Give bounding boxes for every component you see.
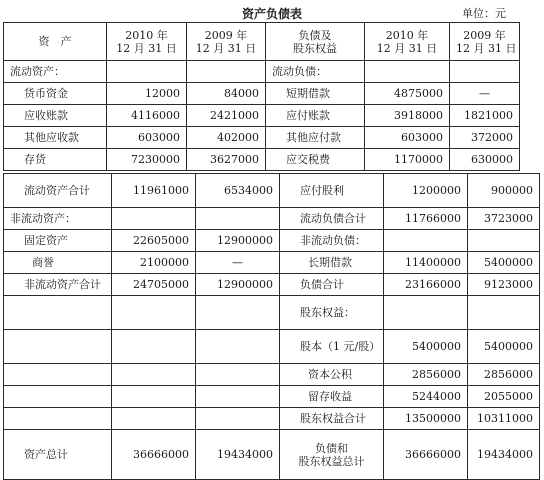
liability-2009: 9123000 xyxy=(468,274,540,296)
liability-2010: 4875000 xyxy=(365,83,450,105)
asset-2010: 11961000 xyxy=(112,174,196,208)
balance-sheet-top-table xyxy=(3,22,520,171)
asset-label xyxy=(4,296,112,330)
asset-2009: 6534000 xyxy=(196,174,280,208)
liability-label: 非流动负债： xyxy=(280,230,384,252)
liability-2010: 5400000 xyxy=(384,330,468,364)
liability-label: 应交税费 xyxy=(266,149,365,171)
asset-2010: 22605000 xyxy=(112,230,196,252)
liability-label: 股本（1 元/股） xyxy=(280,330,384,364)
asset-2009: 84000 xyxy=(187,83,266,105)
table-row xyxy=(4,174,540,208)
liability-2009 xyxy=(450,61,520,83)
asset-2010: 24705000 xyxy=(112,274,196,296)
liability-label: 资本公积 xyxy=(280,364,384,386)
asset-2009: 3627000 xyxy=(187,149,266,171)
liability-2009: 10311000 xyxy=(468,408,540,430)
liability-2010: 11766000 xyxy=(384,208,468,230)
asset-label: 存货 xyxy=(4,149,107,171)
liability-label: 短期借款 xyxy=(266,83,365,105)
asset-2009: 19434000 xyxy=(196,430,280,480)
asset-label xyxy=(4,386,112,408)
liability-2009: 19434000 xyxy=(468,430,540,480)
liability-2010: 3918000 xyxy=(365,105,450,127)
liability-label: 流动负债： xyxy=(266,61,365,83)
table-row xyxy=(4,149,520,171)
asset-2009: 402000 xyxy=(187,127,266,149)
asset-2010: 36666000 xyxy=(112,430,196,480)
liability-label: 负债合计 xyxy=(280,274,384,296)
table-row xyxy=(4,330,540,364)
liability-2010 xyxy=(384,296,468,330)
asset-label: 固定资产 xyxy=(4,230,112,252)
asset-2010: 2100000 xyxy=(112,252,196,274)
asset-2009: 12900000 xyxy=(196,274,280,296)
liability-2009: — xyxy=(450,83,520,105)
asset-label: 应收账款 xyxy=(4,105,107,127)
asset-2009 xyxy=(196,330,280,364)
liability-label: 留存收益 xyxy=(280,386,384,408)
table-row xyxy=(4,230,540,252)
asset-label: 非流动资产： xyxy=(4,208,112,230)
liability-2010: 23166000 xyxy=(384,274,468,296)
asset-2009: 2421000 xyxy=(187,105,266,127)
liability-label: 负债和 股东权益总计 xyxy=(280,430,384,480)
asset-2009 xyxy=(187,61,266,83)
liability-2010: 1170000 xyxy=(365,149,450,171)
table-row xyxy=(4,208,540,230)
liability-2010: 2856000 xyxy=(384,364,468,386)
header-assets: 资 产 xyxy=(4,23,107,61)
asset-label: 其他应收款 xyxy=(4,127,107,149)
liability-2009: 5400000 xyxy=(468,252,540,274)
asset-2009 xyxy=(196,386,280,408)
liability-2010 xyxy=(365,61,450,83)
table-row xyxy=(4,61,520,83)
asset-2010 xyxy=(112,208,196,230)
liability-label: 股东权益： xyxy=(280,296,384,330)
asset-label xyxy=(4,330,112,364)
unit-label: 单位：元 xyxy=(462,7,506,20)
liability-2010: 5244000 xyxy=(384,386,468,408)
asset-2009 xyxy=(196,296,280,330)
asset-label: 非流动资产合计 xyxy=(4,274,112,296)
liability-2009: 2856000 xyxy=(468,364,540,386)
liability-label: 其他应付款 xyxy=(266,127,365,149)
asset-2009 xyxy=(196,408,280,430)
asset-2010 xyxy=(107,61,187,83)
asset-2009 xyxy=(196,364,280,386)
asset-2010 xyxy=(112,330,196,364)
asset-label xyxy=(4,408,112,430)
table-row xyxy=(4,296,540,330)
asset-label xyxy=(4,364,112,386)
liability-2009 xyxy=(468,230,540,252)
asset-2010 xyxy=(112,364,196,386)
liability-2010: 1200000 xyxy=(384,174,468,208)
header-2010b: 2010 年 12 月 31 日 xyxy=(365,23,450,61)
asset-label: 流动资产： xyxy=(4,61,107,83)
balance-sheet-bottom-table xyxy=(3,173,540,480)
table-row xyxy=(4,364,540,386)
asset-2010 xyxy=(112,386,196,408)
page-title: 资产负债表 xyxy=(241,7,302,21)
liability-2009: 3723000 xyxy=(468,208,540,230)
table-row xyxy=(4,127,520,149)
asset-2010: 12000 xyxy=(107,83,187,105)
header-liabilities: 负债及 股东权益 xyxy=(266,23,365,61)
asset-2010 xyxy=(112,408,196,430)
header-2010: 2010 年 12 月 31 日 xyxy=(107,23,187,61)
asset-2009: 12900000 xyxy=(196,230,280,252)
liability-2010 xyxy=(384,230,468,252)
asset-2010 xyxy=(112,296,196,330)
header-2009b: 2009 年 12 月 31 日 xyxy=(450,23,520,61)
liability-2010: 13500000 xyxy=(384,408,468,430)
liability-2009: 2055000 xyxy=(468,386,540,408)
asset-label: 流动资产合计 xyxy=(4,174,112,208)
liability-label: 流动负债合计 xyxy=(280,208,384,230)
liability-2009: 1821000 xyxy=(450,105,520,127)
asset-2009 xyxy=(196,208,280,230)
asset-2010: 4116000 xyxy=(107,105,187,127)
asset-2010: 603000 xyxy=(107,127,187,149)
asset-label: 货币资金 xyxy=(4,83,107,105)
liability-2010: 36666000 xyxy=(384,430,468,480)
header-row xyxy=(4,23,520,61)
liability-2009: 372000 xyxy=(450,127,520,149)
table-row xyxy=(4,105,520,127)
asset-label: 商誉 xyxy=(4,252,112,274)
asset-label: 资产总计 xyxy=(4,430,112,480)
table-row xyxy=(4,274,540,296)
liability-2009: 5400000 xyxy=(468,330,540,364)
liability-2010: 11400000 xyxy=(384,252,468,274)
liability-2009 xyxy=(468,296,540,330)
table-row xyxy=(4,83,520,105)
liability-label: 应付账款 xyxy=(266,105,365,127)
liability-label: 股东权益合计 xyxy=(280,408,384,430)
liability-2010: 603000 xyxy=(365,127,450,149)
asset-2009: — xyxy=(196,252,280,274)
table-row xyxy=(4,408,540,430)
liability-label: 应付股利 xyxy=(280,174,384,208)
liability-2009: 630000 xyxy=(450,149,520,171)
table-row xyxy=(4,386,540,408)
liability-2009: 900000 xyxy=(468,174,540,208)
table-row xyxy=(4,252,540,274)
liability-label: 长期借款 xyxy=(280,252,384,274)
table-row xyxy=(4,430,540,480)
asset-2010: 7230000 xyxy=(107,149,187,171)
header-2009: 2009 年 12 月 31 日 xyxy=(187,23,266,61)
